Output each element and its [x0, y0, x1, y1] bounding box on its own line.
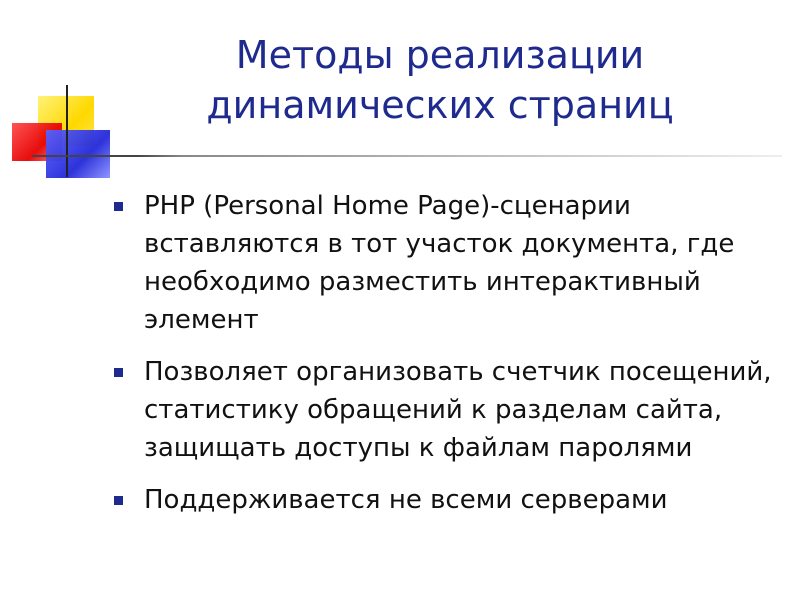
- square-bullet-icon: [114, 368, 123, 377]
- slide-title-line-1: Методы реализации: [235, 33, 645, 77]
- square-bullet-icon: [114, 202, 123, 211]
- bullet-item: [112, 353, 792, 467]
- bullet-list: [112, 187, 792, 533]
- bullet-text: Поддерживается не всеми серверами: [144, 485, 668, 515]
- bullet-item: [112, 481, 792, 519]
- bullet-item: [112, 187, 792, 339]
- decor-blue-square: [46, 130, 110, 178]
- bullet-text: Позволяет организовать счетчик посещений, статистику обращений к разделам сайта, защищать доступы к файлам паролями: [144, 357, 772, 463]
- decor-title-rule-fade: [182, 155, 782, 157]
- decor-title-rule: [32, 155, 182, 157]
- decor-vertical-line: [66, 85, 68, 177]
- slide-title: [120, 30, 760, 130]
- bullet-text: PHP (Personal Home Page)-сценарии вставляются в тот участок документа, где необходимо разместить интерактивный элемент: [144, 191, 735, 335]
- square-bullet-icon: [114, 496, 123, 505]
- slide-title-line-2: динамических страниц: [206, 83, 674, 127]
